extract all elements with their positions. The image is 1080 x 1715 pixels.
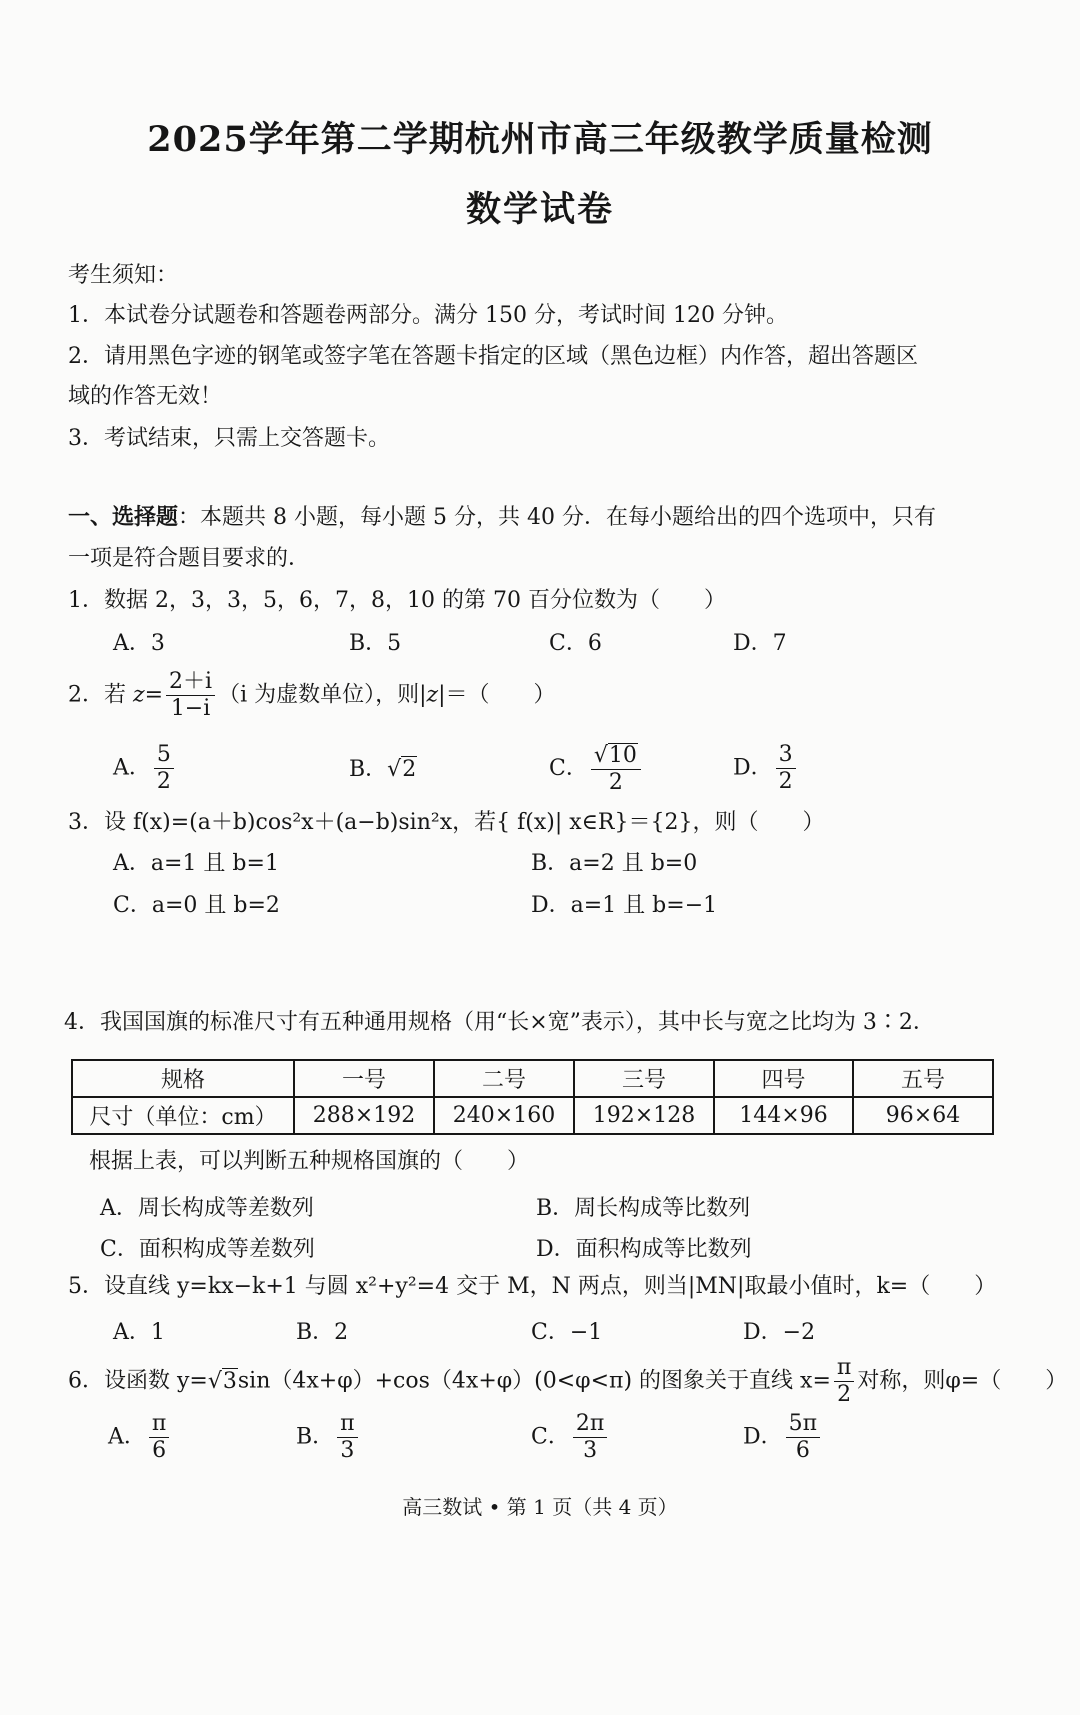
table-cell: 144×96 xyxy=(714,1097,853,1134)
question-5-stem: 5．设直线 y=kx−k+1 与圆 x²+y²=4 交于 M，N 两点，则当|MN|取最小值时，k=（ ） xyxy=(68,1274,997,1299)
table-header-row xyxy=(72,1060,993,1097)
q2-var: z xyxy=(133,682,145,708)
notice-heading: 考生须知： xyxy=(68,263,179,288)
q5-option-b: B．2 xyxy=(296,1320,349,1345)
q2-option-a-label: A． xyxy=(113,755,151,781)
q6-option-a-den: 6 xyxy=(152,1438,167,1464)
table-cell: 288×192 xyxy=(294,1097,434,1134)
q4-option-d: D．面积构成等比数列 xyxy=(536,1237,752,1262)
q6-option-b-den: 3 xyxy=(340,1438,355,1464)
q2-option-c-num xyxy=(591,743,641,770)
q6-prefix: 6．设函数 y= xyxy=(68,1368,208,1394)
q2-option-c-fraction xyxy=(591,743,641,795)
q6-option-c-label: C． xyxy=(531,1424,570,1450)
q4-option-c: C．面积构成等差数列 xyxy=(100,1237,315,1262)
q3-option-d: D．a=1 且 b=−1 xyxy=(531,893,718,918)
q2-option-d-fraction xyxy=(776,743,796,794)
radical-sign-icon: √ xyxy=(593,743,608,768)
q2-option-c-den: 2 xyxy=(608,770,623,796)
table-header-cell: 一号 xyxy=(294,1060,434,1097)
question-1-stem: 1．数据 2，3，3，5，6，7，8，10 的第 70 百分位数为（ ） xyxy=(68,588,726,613)
q6-tail: 对称，则φ=（ ） xyxy=(857,1368,1068,1394)
table-cell: 240×160 xyxy=(434,1097,574,1134)
q5-option-c: C．−1 xyxy=(531,1320,603,1345)
q6-x-num: π xyxy=(834,1356,854,1382)
table-header-cell: 四号 xyxy=(714,1060,853,1097)
q6-option-c-fraction xyxy=(573,1412,607,1463)
notice-item-2-cont: 域的作答无效！ xyxy=(68,384,223,409)
notice-item-2: 2．请用黑色字迹的钢笔或签字笔在答题卡指定的区域（黑色边框）内作答，超出答题区 xyxy=(68,344,918,369)
q1-option-c: C．6 xyxy=(549,631,602,656)
q2-fraction xyxy=(166,670,215,721)
table-header-cell: 五号 xyxy=(853,1060,993,1097)
q6-sqrt xyxy=(208,1368,238,1394)
q5-option-d: D．−2 xyxy=(743,1320,816,1345)
flag-size-table xyxy=(71,1059,994,1135)
exam-subtitle: 数学试卷 xyxy=(465,189,614,230)
q6-option-d-fraction xyxy=(786,1412,820,1463)
q6-radicand: 3 xyxy=(222,1368,237,1394)
section-intro-cont: 一项是符合题目要求的． xyxy=(68,546,311,571)
table-row xyxy=(72,1097,993,1134)
q2-option-b-label: B． xyxy=(349,757,388,782)
q2-option-c xyxy=(549,743,644,795)
q6-option-d-den: 6 xyxy=(795,1438,810,1464)
q3-option-b: B．a=2 且 b=0 xyxy=(531,851,698,876)
q6-mid: sin（4x+φ）+cos（4x+φ）(0<φ<π) 的图象关于直线 x= xyxy=(237,1368,831,1394)
notice-item-1: 1．本试卷分试题卷和答题卷两部分。满分 150 分，考试时间 120 分钟。 xyxy=(68,303,788,328)
exam-title: 2025学年第二学期杭州市高三年级教学质量检测 xyxy=(147,119,933,160)
question-4-stem: 4．我国国旗的标准尺寸有五种通用规格（用“长×宽”表示），其中长与宽之比均为 3∶2． xyxy=(64,1010,935,1035)
q6-option-d-label: D． xyxy=(743,1424,783,1450)
q6-option-b xyxy=(296,1412,361,1463)
table-header-cell: 三号 xyxy=(574,1060,714,1097)
q2-eq: = xyxy=(144,682,164,708)
table-header-cell: 二号 xyxy=(434,1060,574,1097)
q4-follow: 根据上表，可以判断五种规格国旗的（ ） xyxy=(89,1149,530,1174)
q2-denominator: 1−i xyxy=(170,696,211,722)
notice-item-3: 3．考试结束，只需上交答题卡。 xyxy=(68,426,390,451)
q6-option-d xyxy=(743,1412,823,1463)
q1-option-b: B．5 xyxy=(349,631,402,656)
q2-option-d-num: 3 xyxy=(776,743,796,769)
q2-option-a-den: 2 xyxy=(156,769,171,795)
q2-option-b xyxy=(349,752,417,783)
q4-option-a: A．周长构成等差数列 xyxy=(100,1196,314,1221)
q2-option-d-den: 2 xyxy=(778,769,793,795)
radical-sign-icon: √ xyxy=(207,1368,222,1394)
q6-option-c-den: 3 xyxy=(583,1438,598,1464)
table-cell: 尺寸（单位：cm） xyxy=(72,1097,294,1134)
q6-option-c-num: 2π xyxy=(573,1412,607,1438)
q2-option-c-label: C． xyxy=(549,756,588,782)
section-label: 一、选择题 xyxy=(68,504,179,530)
q2-option-b-radicand: 2 xyxy=(402,757,417,782)
table-cell: 96×64 xyxy=(853,1097,993,1134)
question-3-stem: 3．设 f(x)=(a＋b)cos²x＋(a−b)sin²x，若{ f(x)| x∈R}＝{2}，则（ ） xyxy=(68,810,825,835)
q2-option-d xyxy=(733,743,799,794)
q2-prefix: 2．若 xyxy=(68,682,133,708)
q4-option-b: B．周长构成等比数列 xyxy=(536,1196,751,1221)
q6-option-a-fraction xyxy=(149,1412,169,1463)
section-intro-text: ：本题共 8 小题，每小题 5 分，共 40 分．在每小题给出的四个选项中，只有 xyxy=(178,505,936,530)
q6-option-b-num: π xyxy=(337,1412,357,1438)
q3-option-a: A．a=1 且 b=1 xyxy=(113,851,279,876)
q2-option-a-num: 5 xyxy=(154,743,174,769)
q2-option-c-radicand: 10 xyxy=(608,743,637,768)
q1-option-d: D．7 xyxy=(733,631,787,656)
q3-option-c: C．a=0 且 b=2 xyxy=(113,893,280,918)
q2-tail: |＝（ ） xyxy=(438,682,556,708)
q2-option-a-fraction xyxy=(154,743,174,794)
table-header-cell: 规格 xyxy=(72,1060,294,1097)
q2-numerator: 2＋i xyxy=(166,670,215,696)
q1-option-a: A．3 xyxy=(113,631,165,656)
q2-option-d-label: D． xyxy=(733,755,773,781)
q2-suffix: （i 为虚数单位），则| xyxy=(218,682,427,708)
q2-abs-var: z xyxy=(426,682,439,708)
q6-x-den: 2 xyxy=(837,1382,852,1408)
section-intro xyxy=(68,500,936,531)
q6-option-a-label: A． xyxy=(108,1424,146,1450)
q6-option-d-num: 5π xyxy=(786,1412,820,1438)
q2-option-a xyxy=(113,743,177,794)
q6-x-fraction xyxy=(834,1356,854,1407)
question-2-stem xyxy=(68,670,556,721)
radical-sign-icon: √ xyxy=(387,757,402,782)
q2-option-b-sqrt xyxy=(387,756,417,782)
q6-option-a-num: π xyxy=(149,1412,169,1438)
question-6-stem xyxy=(68,1356,1067,1407)
page-footer: 高三数试 • 第 1 页（共 4 页） xyxy=(402,1495,678,1519)
q6-option-b-fraction xyxy=(337,1412,357,1463)
q5-option-a: A．1 xyxy=(113,1320,165,1345)
q6-option-c xyxy=(531,1412,610,1463)
q6-option-a xyxy=(108,1412,172,1463)
table-cell: 192×128 xyxy=(574,1097,714,1134)
q6-option-b-label: B． xyxy=(296,1424,335,1450)
